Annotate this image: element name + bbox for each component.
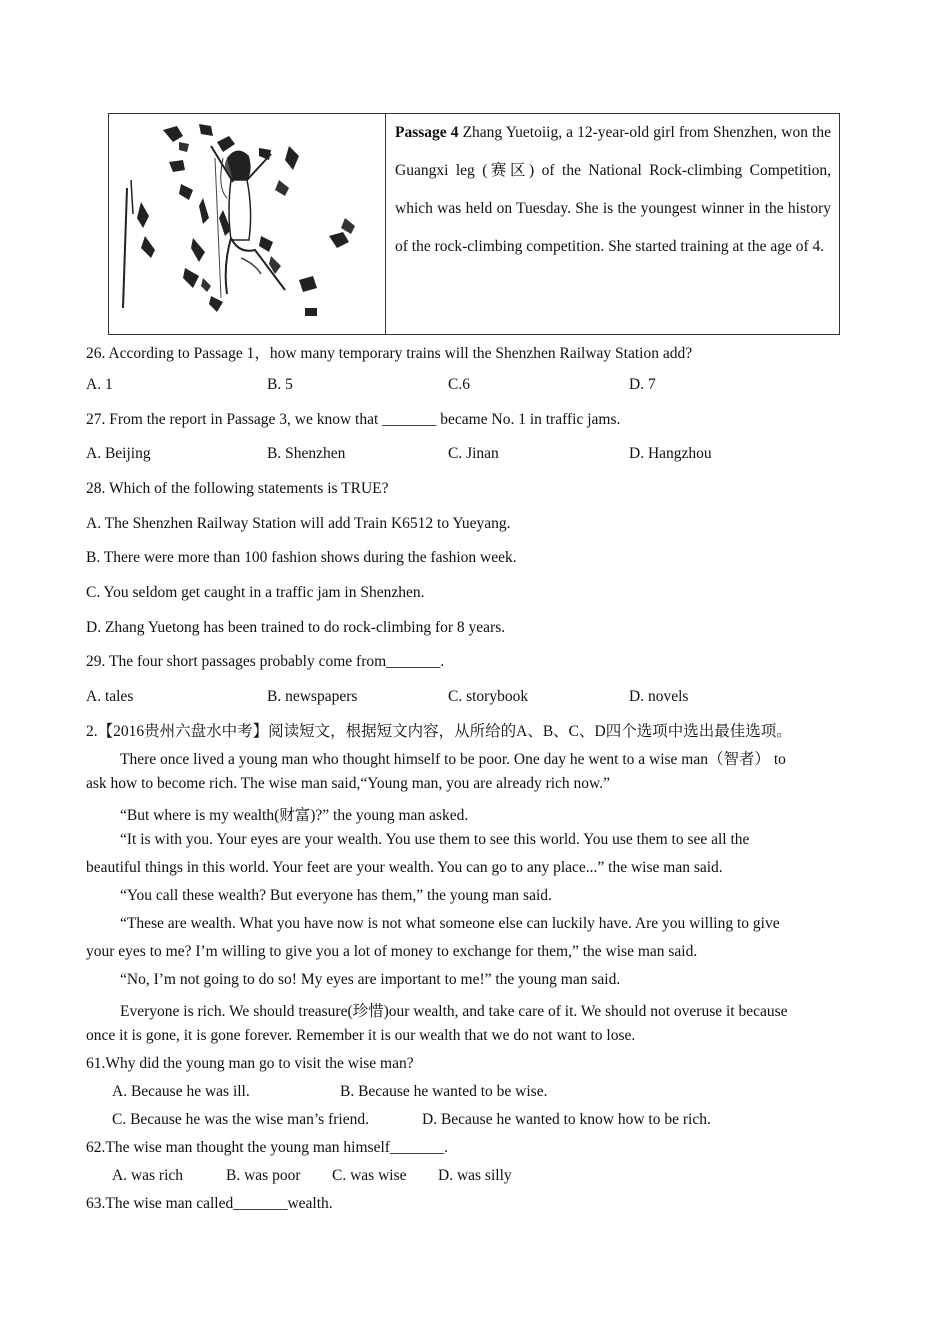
passage4-text: [395, 114, 831, 266]
passage-line-8: your eyes to me? I’m willing to give you a lot of money to exchange for them,” the wise man said.: [86, 943, 698, 960]
q26-stem: 26. According to Passage 1，how many temporary trains will the Shenzhen Railway Station add?: [86, 345, 693, 362]
q28-option-c[interactable]: C. You seldom get caught in a traffic jam in Shenzhen.: [86, 584, 425, 601]
passage-line-7: “These are wealth. What you have now is not what someone else can luckily have. Are you willing to give: [120, 915, 780, 932]
q62-stem: 62.The wise man thought the young man himself_______.: [86, 1139, 449, 1156]
section2-heading: 2.【2016贵州六盘水中考】阅读短文，根据短文内容，从所给的A、B、C、D四个选项中选出最佳选项。: [86, 723, 792, 740]
q26-option-d[interactable]: D. 7: [629, 376, 656, 393]
q29-option-d[interactable]: D. novels: [629, 688, 689, 705]
q26-option-c[interactable]: C.6: [448, 376, 470, 393]
q29-stem: 29. The four short passages probably come from_______.: [86, 653, 445, 670]
passage-line-2: ask how to become rich. The wise man said,“Young man, you are already rich now.”: [86, 775, 610, 792]
passage-line-9: “No, I’m not going to do so! My eyes are important to me!” the young man said.: [120, 971, 621, 988]
q62-option-c[interactable]: C. was wise: [332, 1167, 407, 1184]
q29-option-a[interactable]: A. tales: [86, 688, 134, 705]
q63-stem: 63.The wise man called_______wealth.: [86, 1195, 333, 1212]
q27-option-c[interactable]: C. Jinan: [448, 445, 499, 462]
passage-line-4: “It is with you. Your eyes are your wealth. You use them to see this world. You use them to see all the: [120, 831, 750, 848]
q61-option-b[interactable]: B. Because he wanted to be wise.: [340, 1083, 548, 1100]
q29-option-c[interactable]: C. storybook: [448, 688, 529, 705]
q61-stem: 61.Why did the young man go to visit the wise man?: [86, 1055, 414, 1072]
q61-option-c[interactable]: C. Because he was the wise man’s friend.: [112, 1111, 369, 1128]
passage4-body: Zhang Yuetoiig, a 12-year-old girl from Shenzhen, won the Guangxi leg (赛区) of the National Rock-climbing Competition, which was held on Tuesday. She is the youngest winner in the history of the rock-climbing competition. She started training at the age of 4.: [395, 124, 831, 255]
q29-option-b[interactable]: B. newspapers: [267, 688, 358, 705]
passage-line-6: “You call these wealth? But everyone has them,” the young man said.: [120, 887, 552, 904]
box-divider: [385, 114, 386, 334]
passage-line-10: Everyone is rich. We should treasure(珍惜)our wealth, and take care of it. We should not overuse it because: [120, 1003, 788, 1020]
passage-line-11: once it is gone, it is gone forever. Remember it is our wealth that we do not want to lose.: [86, 1027, 636, 1044]
passage-line-1: There once lived a young man who thought himself to be poor. One day he went to a wise man（智者） to: [120, 751, 786, 768]
q28-stem: 28. Which of the following statements is TRUE?: [86, 480, 389, 497]
q61-option-d[interactable]: D. Because he wanted to know how to be rich.: [422, 1111, 711, 1128]
q26-option-b[interactable]: B. 5: [267, 376, 293, 393]
passage-line-3: “But where is my wealth(财富)?” the young man asked.: [120, 807, 469, 824]
passage4-label: Passage 4: [395, 124, 459, 141]
q27-option-a[interactable]: A. Beijing: [86, 445, 151, 462]
q27-stem: 27. From the report in Passage 3, we know that _______ became No. 1 in traffic jams.: [86, 411, 621, 428]
rock-climber-illustration: [119, 118, 381, 328]
q28-option-d[interactable]: D. Zhang Yuetong has been trained to do rock-climbing for 8 years.: [86, 619, 506, 636]
q62-option-d[interactable]: D. was silly: [438, 1167, 512, 1184]
q28-option-a[interactable]: A. The Shenzhen Railway Station will add Train K6512 to Yueyang.: [86, 515, 511, 532]
q28-option-b[interactable]: B. There were more than 100 fashion shows during the fashion week.: [86, 549, 517, 566]
passage4-box: [108, 113, 840, 335]
q62-option-a[interactable]: A. was rich: [112, 1167, 184, 1184]
q27-option-d[interactable]: D. Hangzhou: [629, 445, 712, 462]
passage-line-5: beautiful things in this world. Your feet are your wealth. You can go to any place...” the wise man said.: [86, 859, 723, 876]
q62-option-b[interactable]: B. was poor: [226, 1167, 301, 1184]
q26-option-a[interactable]: A. 1: [86, 376, 113, 393]
q27-option-b[interactable]: B. Shenzhen: [267, 445, 346, 462]
q61-option-a[interactable]: A. Because he was ill.: [112, 1083, 250, 1100]
